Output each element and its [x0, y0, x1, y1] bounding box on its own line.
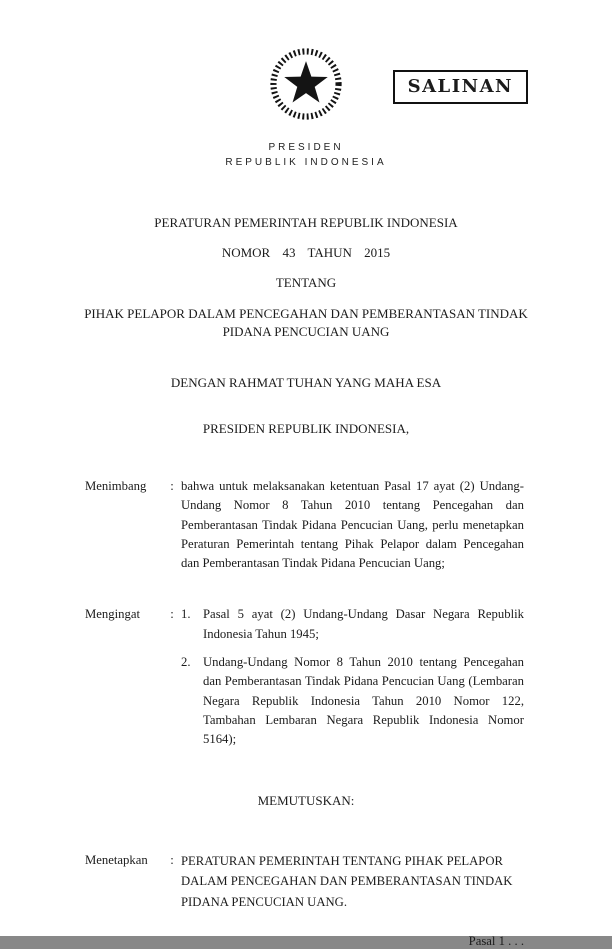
- mengingat-clause: [85, 605, 524, 758]
- menimbang-label: Menimbang: [85, 478, 147, 493]
- letterhead-line-republik-indonesia: REPUBLIK INDONESIA: [225, 156, 387, 168]
- letterhead-line-presiden: PRESIDEN: [268, 142, 344, 153]
- mengingat-separator: :: [170, 607, 174, 622]
- mengingat-item-1: [181, 605, 524, 644]
- page-continuation-marker: Pasal 1 . . .: [468, 934, 524, 949]
- menetapkan-text: PERATURAN PEMERINTAH TENTANG PIHAK PELAPOR DALAM PENCEGAHAN DAN PEMBERANTASAN TINDAK PIDANA PENCUCIAN UANG.: [181, 853, 513, 909]
- menimbang-separator: :: [170, 478, 174, 493]
- menetapkan-label: Menetapkan: [85, 852, 148, 867]
- mengingat-item-2-text: Undang-Undang Nomor 8 Tahun 2010 tentang Pencegahan dan Pemberantasan Tindak Pidana Pencucian Uang (Lembaran Negara Republik Indonesia Tahun 2010 Nomor 122, Tambahan Lembaran Negara Republik Indonesia Nomor 5164);: [203, 655, 524, 747]
- mengingat-item-1-number: 1.: [181, 607, 191, 622]
- menimbang-text: bahwa untuk melaksanakan ketentuan Pasal 17 ayat (2) Undang-Undang Nomor 8 Tahun 2010 tentang Pencegahan dan Pemberantasan Tindak Pidana Pencucian Uang, perlu menetapkan Peraturan Pemerintah tentang Pihak Pelapor dalam Pencegahan dan Pemberantasan Tindak Pidana Pencucian Uang;: [181, 478, 524, 571]
- mengingat-item-2-number: 2.: [181, 655, 191, 670]
- mengingat-item-2: [181, 653, 524, 749]
- salinan-stamp: SALINAN: [393, 70, 528, 104]
- menimbang-clause: [85, 477, 524, 573]
- regulation-number: NOMOR 43 TAHUN 2015: [221, 245, 391, 261]
- letterhead-emblem: [0, 0, 612, 133]
- presidential-seal-icon: [262, 40, 350, 128]
- regulation-title-line1: PERATURAN PEMERINTAH REPUBLIK INDONESIA: [154, 215, 458, 230]
- invocation-line: DENGAN RAHMAT TUHAN YANG MAHA ESA: [170, 374, 442, 390]
- regulation-title-block: [0, 214, 612, 341]
- mengingat-item-1-text: Pasal 5 ayat (2) Undang-Undang Dasar Negara Republik Indonesia Tahun 1945;: [203, 607, 524, 641]
- memutuskan-heading: MEMUTUSKAN:: [257, 792, 355, 808]
- authority-line: PRESIDEN REPUBLIK INDONESIA,: [202, 420, 410, 436]
- menetapkan-separator: :: [170, 852, 174, 867]
- mengingat-label: Mengingat: [85, 607, 140, 622]
- regulation-subject: PIHAK PELAPOR DALAM PENCEGAHAN DAN PEMBERANTASAN TINDAK PIDANA PENCUCIAN UANG: [84, 305, 528, 339]
- menetapkan-clause: [85, 851, 524, 913]
- mengingat-items: [181, 605, 524, 758]
- regulation-tentang: TENTANG: [275, 275, 337, 291]
- letterhead-text: [0, 141, 612, 170]
